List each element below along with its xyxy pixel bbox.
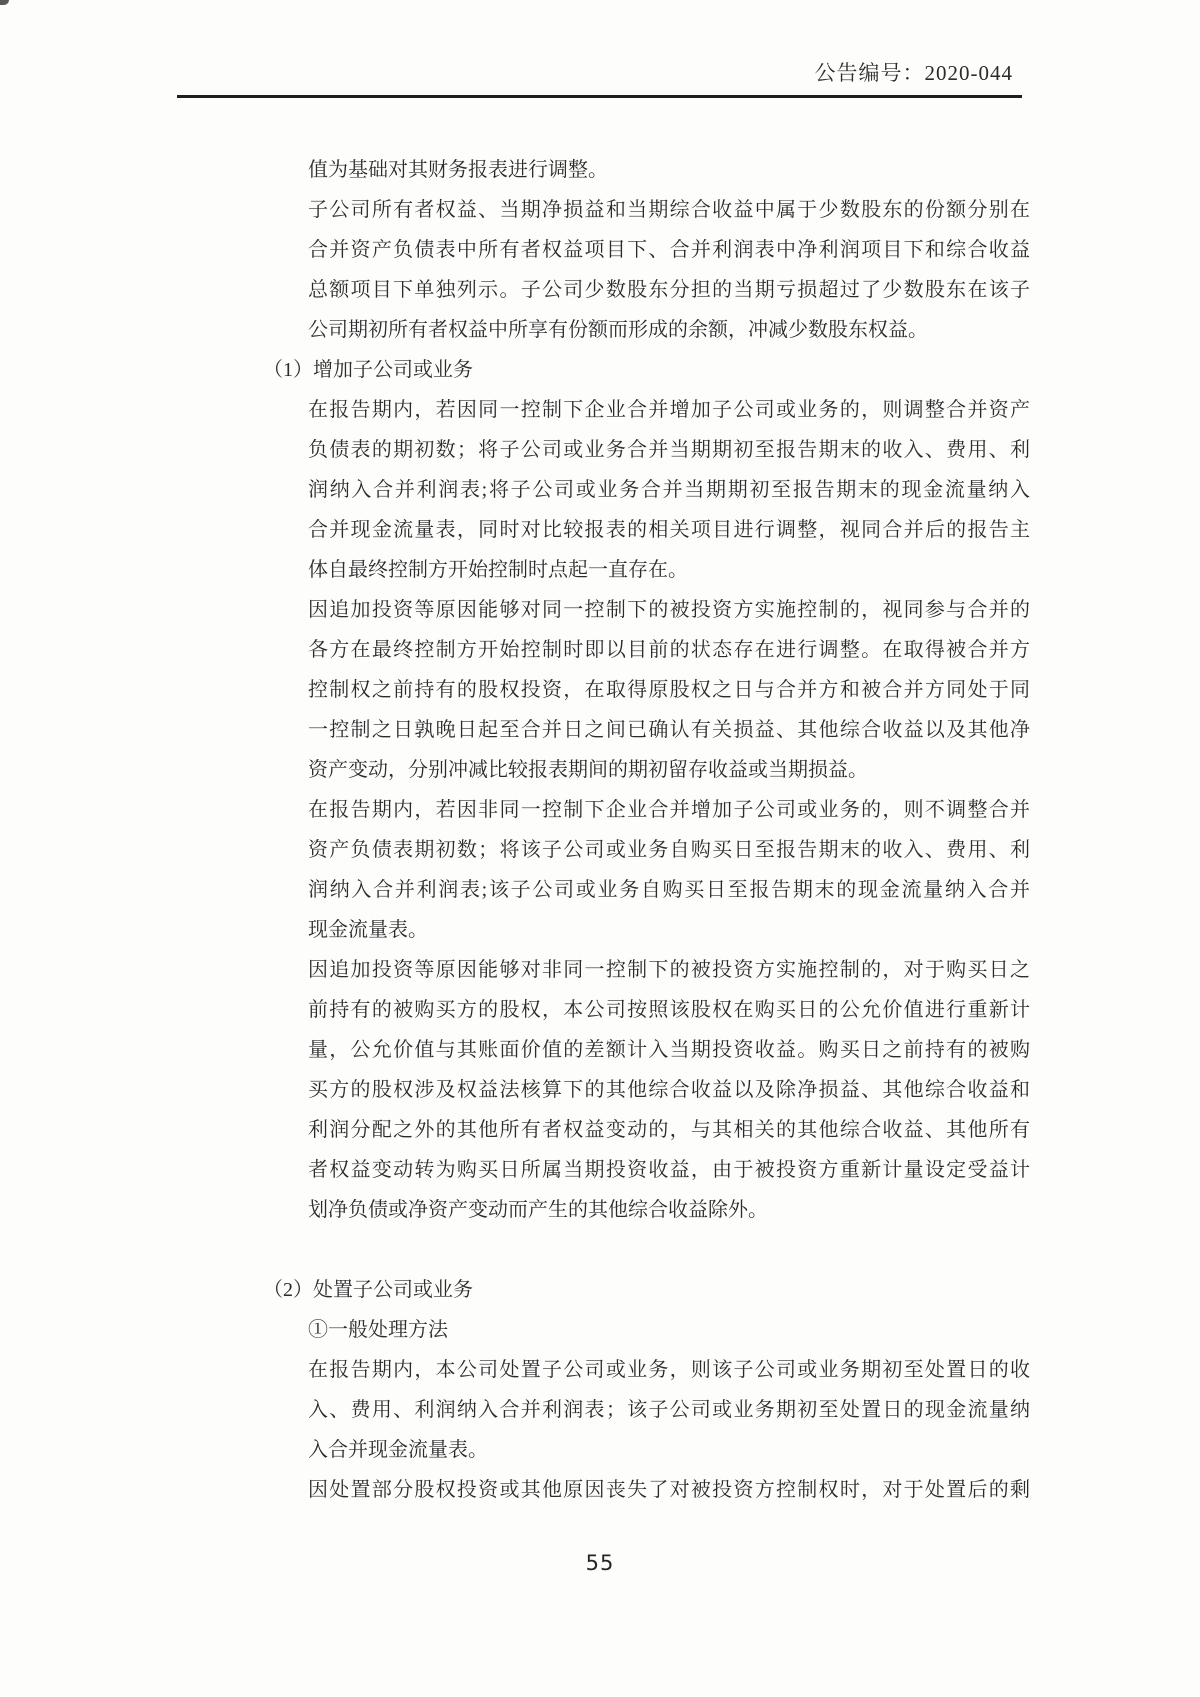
body-text-line: 负债表的期初数；将子公司或业务合并当期期初至报告期末的收入、费用、利	[308, 439, 1030, 461]
body-text-line: 量，公允价值与其账面价值的差额计入当期投资收益。购买日之前持有的被购	[308, 1039, 1030, 1061]
body-text-line: 因追加投资等原因能够对非同一控制下的被投资方实施控制的，对于购买日之	[308, 959, 1030, 981]
body-text-line: 资产变动，分别冲减比较报表期间的期初留存收益或当期损益。	[308, 759, 868, 781]
sub-section-heading: ①一般处理方法	[308, 1319, 448, 1341]
body-text-line: 总额项目下单独列示。子公司少数股东分担的当期亏损超过了少数股东在该子	[308, 279, 1030, 301]
body-text-line: 在报告期内，若因非同一控制下企业合并增加子公司或业务的，则不调整合并	[308, 799, 1030, 821]
body-text-line: 买方的股权涉及权益法核算下的其他综合收益以及除净损益、其他综合收益和	[308, 1079, 1030, 1101]
body-text-line: 因处置部分股权投资或其他原因丧失了对被投资方控制权时，对于处置后的剩	[308, 1479, 1030, 1501]
body-text-line: 在报告期内，本公司处置子公司或业务，则该子公司或业务期初至处置日的收	[308, 1359, 1030, 1381]
body-text-line: 前持有的被购买方的股权，本公司按照该股权在购买日的公允价值进行重新计	[308, 999, 1030, 1021]
body-text-line: 一控制之日孰晚日起至合并日之间已确认有关损益、其他综合收益以及其他净	[308, 719, 1030, 741]
body-text-line: 在报告期内，若因同一控制下企业合并增加子公司或业务的，则调整合并资产	[308, 399, 1030, 421]
body-text-line: 体自最终控制方开始控制时点起一直存在。	[308, 559, 688, 581]
body-text-line: 公司期初所有者权益中所享有份额而形成的余额，冲减少数股东权益。	[308, 319, 928, 341]
body-text-line: 合并现金流量表，同时对比较报表的相关项目进行调整，视同合并后的报告主	[308, 519, 1030, 541]
body-text-line: 现金流量表。	[308, 919, 428, 941]
body-text-line: 控制权之前持有的股权投资，在取得原股权之日与合并方和被合并方同处于同	[308, 679, 1030, 701]
page-number: 55	[585, 1551, 615, 1575]
body-text-line: 各方在最终控制方开始控制时即以目前的状态存在进行调整。在取得被合并方	[308, 639, 1030, 661]
document-body	[263, 150, 1030, 1510]
scan-artifact-corner	[0, 0, 9, 5]
body-text-line: 子公司所有者权益、当期净损益和当期综合收益中属于少数股东的份额分别在	[308, 199, 1030, 221]
header-rule	[177, 95, 1022, 98]
body-text-line: 入合并现金流量表。	[308, 1439, 488, 1461]
section-heading: （2）处置子公司或业务	[263, 1279, 473, 1301]
body-text-line: 因追加投资等原因能够对同一控制下的被投资方实施控制的，视同参与合并的	[308, 599, 1030, 621]
body-text-line: 划净负债或净资产变动而产生的其他综合收益除外。	[308, 1199, 768, 1221]
body-text-line: 合并资产负债表中所有者权益项目下、合并利润表中净利润项目下和综合收益	[308, 239, 1030, 261]
announcement-number: 公告编号：2020-044	[814, 61, 1013, 85]
body-text-line: 润纳入合并利润表;将子公司或业务合并当期期初至报告期末的现金流量纳入	[308, 479, 1030, 501]
body-text-line: 者权益变动转为购买日所属当期投资收益，由于被投资方重新计量设定受益计	[308, 1159, 1030, 1181]
body-text-line: 润纳入合并利润表;该子公司或业务自购买日至报告期末的现金流量纳入合并	[308, 879, 1030, 901]
section-heading: （1）增加子公司或业务	[263, 359, 473, 381]
body-text-line: 资产负债表期初数；将该子公司或业务自购买日至报告期末的收入、费用、利	[308, 839, 1030, 861]
line-spacer	[308, 1230, 1030, 1270]
body-text-line: 利润分配之外的其他所有者权益变动的，与其相关的其他综合收益、其他所有	[308, 1119, 1030, 1141]
body-text-line: 值为基础对其财务报表进行调整。	[308, 159, 608, 181]
body-text-line: 入、费用、利润纳入合并利润表；该子公司或业务期初至处置日的现金流量纳	[308, 1399, 1030, 1421]
